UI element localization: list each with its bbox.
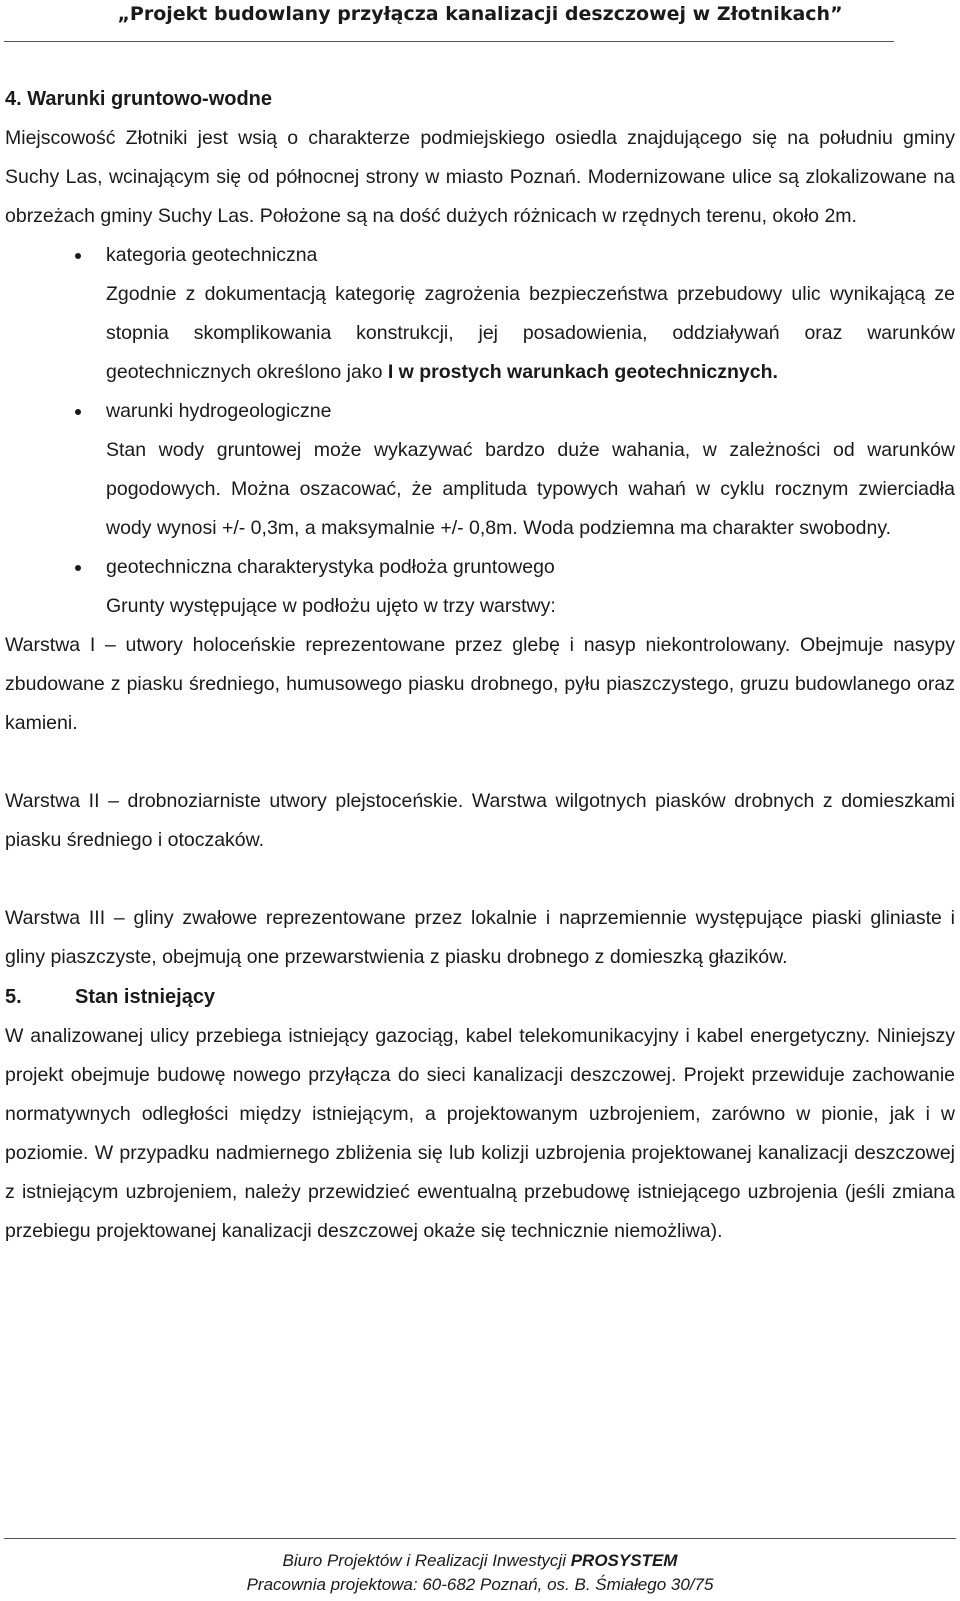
section-4-heading: 4. Warunki gruntowo-wodne	[5, 88, 273, 110]
geotechnical-category-value: I w prostych warunkach geotechnicznych	[387, 361, 773, 383]
soil-layer-1: Warstwa I – utwory holoceńskie reprezentowane przez glebę i nasyp niekontrolowany. Obejmuje nasypy zbudowane z piasku średniego, humusowego piasku drobnego, pyłu piaszczystego, gruzu budowlanego oraz kamieni.	[5, 634, 955, 734]
footer-company: Biuro Projektów i Realizacji Inwestycji	[282, 1551, 571, 1570]
footer-address: Pracownia projektowa: 60-682 Poznań, os. B. Śmiałego 30/75	[246, 1575, 714, 1594]
list-item-title: kategoria geotechniczna	[106, 244, 318, 266]
section-5-heading	[5, 977, 955, 1017]
soil-layer-2: Warstwa II – drobnoziarniste utwory plejstoceńskie. Warstwa wilgotnych piasków drobnych z domieszkami piasku średniego i otoczaków.	[5, 790, 955, 851]
list-item-text: Stan wody gruntowej może wykazywać bardzo duże wahania, w zależności od warunków pogodowych. Można oszacować, że amplituda typowych wahań w cyklu rocznym zwierciadła wody wynosi +/- 0,3m, a maksymalnie +/- 0,8m. Woda podziemna ma charakter swobodny.	[106, 439, 955, 539]
list-item-hydrogeology	[5, 392, 955, 548]
document-header: „Projekt budowlany przyłącza kanalizacji deszczowej w Złotnikach”	[117, 3, 843, 25]
section-4-intro: Miejscowość Złotniki jest wsią o charakterze podmiejskiego osiedla znajdującego się na południu gminy Suchy Las, wcinającym się od północnej strony w miasto Poznań. Modernizowane ulice są zlokalizowane na obrzeżach gminy Suchy Las. Położone są na dość dużych różnicach w rzędnych terenu, około 2m.	[5, 127, 955, 227]
header-divider	[4, 41, 894, 42]
list-item-title: geotechniczna charakterystyka podłoża gruntowego	[106, 556, 555, 578]
footer-line-1	[0, 1549, 960, 1573]
text-period: .	[772, 361, 778, 383]
list-item-text-body: Zgodnie z dokumentacją kategorię zagrożenia bezpieczeństwa przebudowy ulic wynikającą ze stopnia skomplikowania konstrukcji, jej posadowienia, oddziaływań oraz warunków geotechnicznych określono jako	[106, 283, 955, 383]
section-5-title: Stan istniejący	[75, 986, 216, 1008]
list-item-geotechnical-category	[5, 236, 955, 392]
list-item-text: Grunty występujące w podłożu ujęto w trzy warstwy:	[106, 595, 556, 617]
section-5-number: 5.	[5, 986, 22, 1008]
footer-divider	[4, 1538, 956, 1539]
footer-brand: PROSYSTEM	[570, 1551, 678, 1570]
document-body	[5, 79, 955, 1251]
soil-layer-3: Warstwa III – gliny zwałowe reprezentowane przez lokalnie i naprzemiennie występujące piaski gliniaste i gliny piaszczyste, obejmują one przewarstwienia z piasku drobnego z domieszką głazików.	[5, 907, 955, 968]
list-item-title: warunki hydrogeologiczne	[106, 400, 332, 422]
section-5-text: W analizowanej ulicy przebiega istniejący gazociąg, kabel telekomunikacyjny i kabel energetyczny. Niniejszy projekt obejmuje budowę nowego przyłącza do sieci kanalizacji deszczowej. Projekt przewiduje zachowanie normatywnych odległości między istniejącym, a projektowanym uzbrojeniem, zarówno w pionie, jak i w poziomie. W przypadku nadmiernego zbliżenia się lub kolizji uzbrojenia projektowanej kanalizacji deszczowej z istniejącym uzbrojeniem, należy przewidzieć ewentualną przebudowę istniejącego uzbrojenia (jeśli zmiana przebiegu projektowanej kanalizacji deszczowej okaże się technicznie niemożliwa).	[5, 1025, 955, 1242]
list-item-text	[106, 275, 955, 392]
list-item-soil-characteristics	[5, 548, 955, 626]
conditions-list	[5, 236, 955, 626]
